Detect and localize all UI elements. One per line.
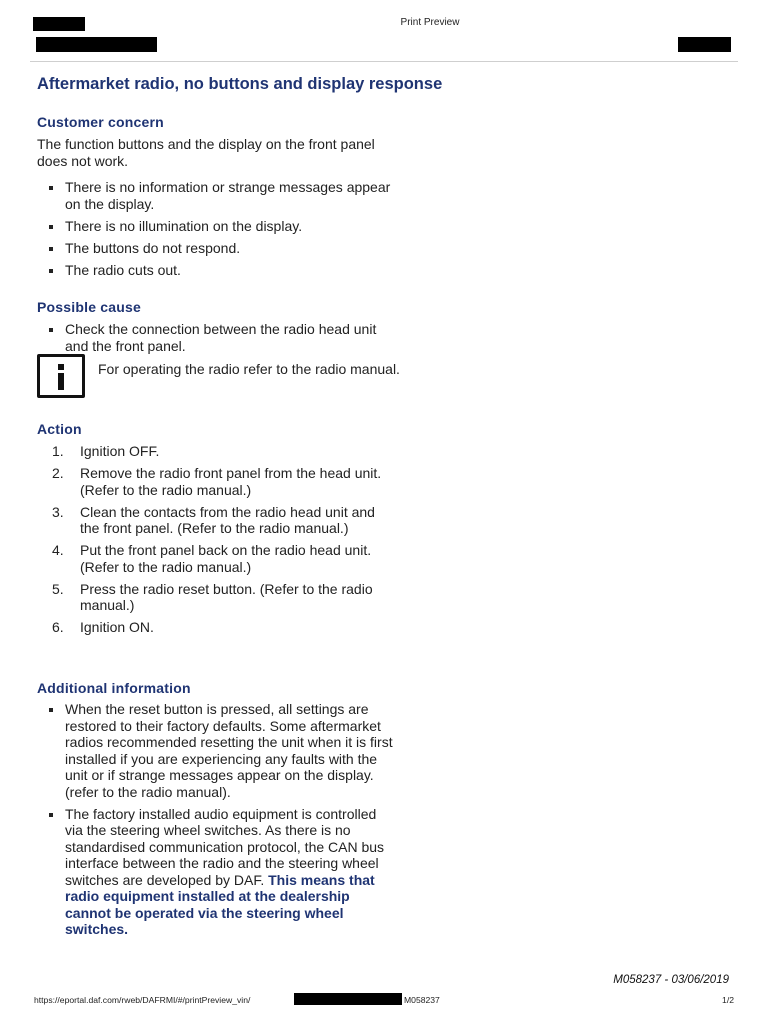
customer-concern-list [49, 179, 394, 284]
page-url-suffix: M058237 [404, 995, 440, 1005]
dealership-warning: This means that radio equipment installed at the dealership cannot be operated via the steering wheel switches. [65, 871, 375, 937]
action-steps [49, 443, 389, 641]
list-item: When the reset button is pressed, all settings are restored to their factory defaults. Some aftermarket radios recommended resetting the unit when it is first installed if you are experiencing any faults with the unit or if strange messages appear on the display. (refer to the radio manual). [49, 701, 394, 800]
page-number: 1/2 [722, 995, 734, 1005]
list-item: There is no illumination on the display. [49, 218, 394, 235]
list-item: The factory installed audio equipment is controlled via the steering wheel switches. As there is no standardised communication protocol, the CAN bus interface between the radio and the steering wheel switches are developed by DAF. This means that radio equipment installed at the dealership cannot be operated via the steering wheel switches. [49, 806, 394, 938]
info-icon [37, 354, 85, 398]
list-item: 4. Put the front panel back on the radio head unit. (Refer to the radio manual.) [52, 542, 372, 575]
list-item: 1. Ignition OFF. [52, 443, 160, 459]
possible-cause-list [49, 321, 394, 360]
list-item: 5. Press the radio reset button. (Refer to the radio manual.) [52, 580, 373, 613]
page-url: https://eportal.daf.com/rweb/DAFRMI/#/printPreview_vin/ [34, 995, 251, 1005]
list-item: 6. Ignition ON. [52, 619, 154, 635]
redacted-header-block-3 [678, 37, 731, 52]
list-item: 3. Clean the contacts from the radio head unit and the front panel. (Refer to the radio manual.) [52, 503, 375, 536]
section-heading-additional-information: Additional information [37, 680, 191, 696]
list-item: There is no information or strange messages appear on the display. [49, 179, 394, 212]
list-item: Check the connection between the radio head unit and the front panel. [49, 321, 394, 354]
customer-concern-intro: The function buttons and the display on the front panel does not work. [37, 136, 375, 169]
list-item: 2. Remove the radio front panel from the head unit. (Refer to the radio manual.) [52, 465, 382, 498]
print-preview-title: Print Preview [400, 17, 460, 28]
header-divider [30, 61, 738, 62]
list-item: The radio cuts out. [49, 262, 394, 279]
document-id-date: M058237 - 03/06/2019 [613, 974, 729, 986]
operating-note: For operating the radio refer to the radio manual. [98, 361, 400, 377]
section-heading-customer-concern: Customer concern [37, 114, 164, 130]
list-item: The buttons do not respond. [49, 240, 394, 257]
additional-information-list [49, 701, 394, 943]
redacted-vin [294, 993, 402, 1005]
document-title: Aftermarket radio, no buttons and display response [37, 75, 443, 93]
section-heading-possible-cause: Possible cause [37, 299, 141, 315]
redacted-header-block-2 [36, 37, 157, 52]
section-heading-action: Action [37, 421, 82, 437]
